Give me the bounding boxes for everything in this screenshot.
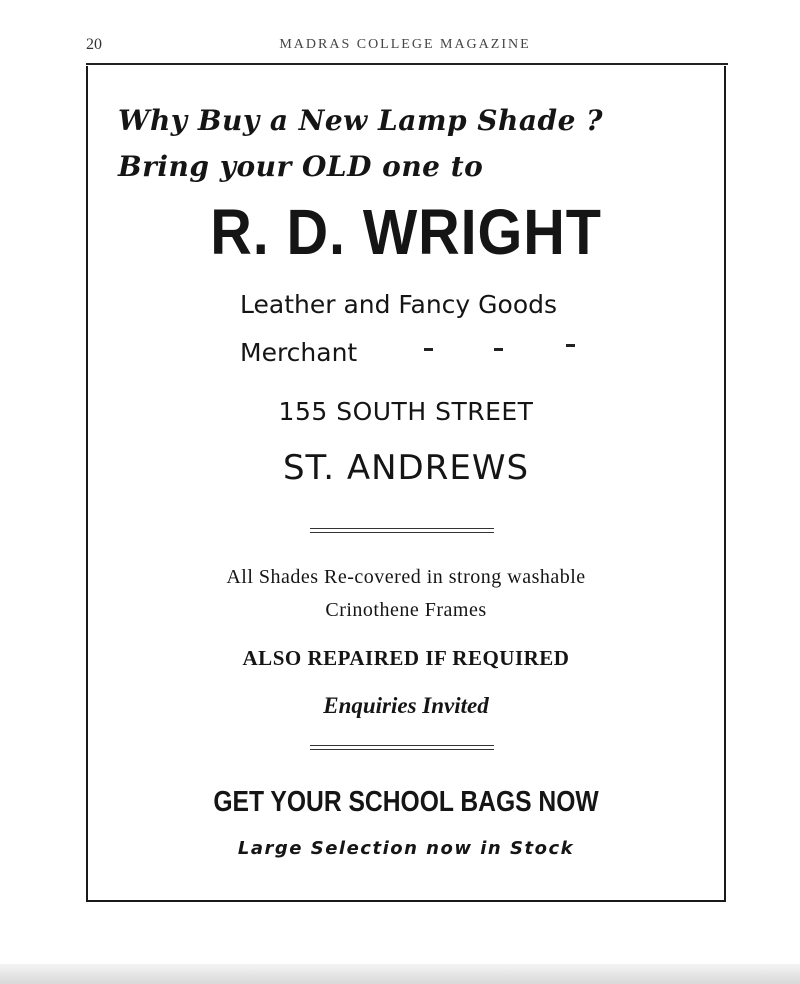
advertisement-box <box>86 66 726 902</box>
promo-heading: GET YOUR SCHOOL BAGS NOW <box>213 786 599 818</box>
service-line-2: Crinothene Frames <box>325 599 487 621</box>
service-line-3: ALSO REPAIRED IF REQUIRED <box>242 646 570 670</box>
trade-line-1: Leather and Fancy Goods <box>240 290 558 319</box>
headline-line-2: Bring your OLD one to <box>118 150 484 183</box>
page-number: 20 <box>86 36 102 53</box>
double-rule-divider <box>310 745 494 750</box>
page-header <box>80 34 730 60</box>
header-rule <box>86 63 728 65</box>
town-name: ST. ANDREWS <box>282 448 530 488</box>
leader-dash <box>494 348 503 351</box>
headline-line-1: Why Buy a New Lamp Shade ? <box>118 104 604 137</box>
trade-line-2: Merchant <box>240 338 358 367</box>
double-rule-divider <box>310 528 494 533</box>
running-title: MADRAS COLLEGE MAGAZINE <box>279 37 531 52</box>
leader-dash <box>566 344 575 347</box>
street-address: 155 SOUTH STREET <box>278 397 534 426</box>
promo-subheading: Large Selection now in Stock <box>237 838 575 859</box>
service-line-1: All Shades Re-covered in strong washable <box>226 566 586 588</box>
enquiries-text: Enquiries Invited <box>323 693 489 718</box>
scan-edge <box>0 964 800 984</box>
business-name: R. D. WRIGHT <box>210 196 602 268</box>
leader-dash <box>424 348 433 351</box>
